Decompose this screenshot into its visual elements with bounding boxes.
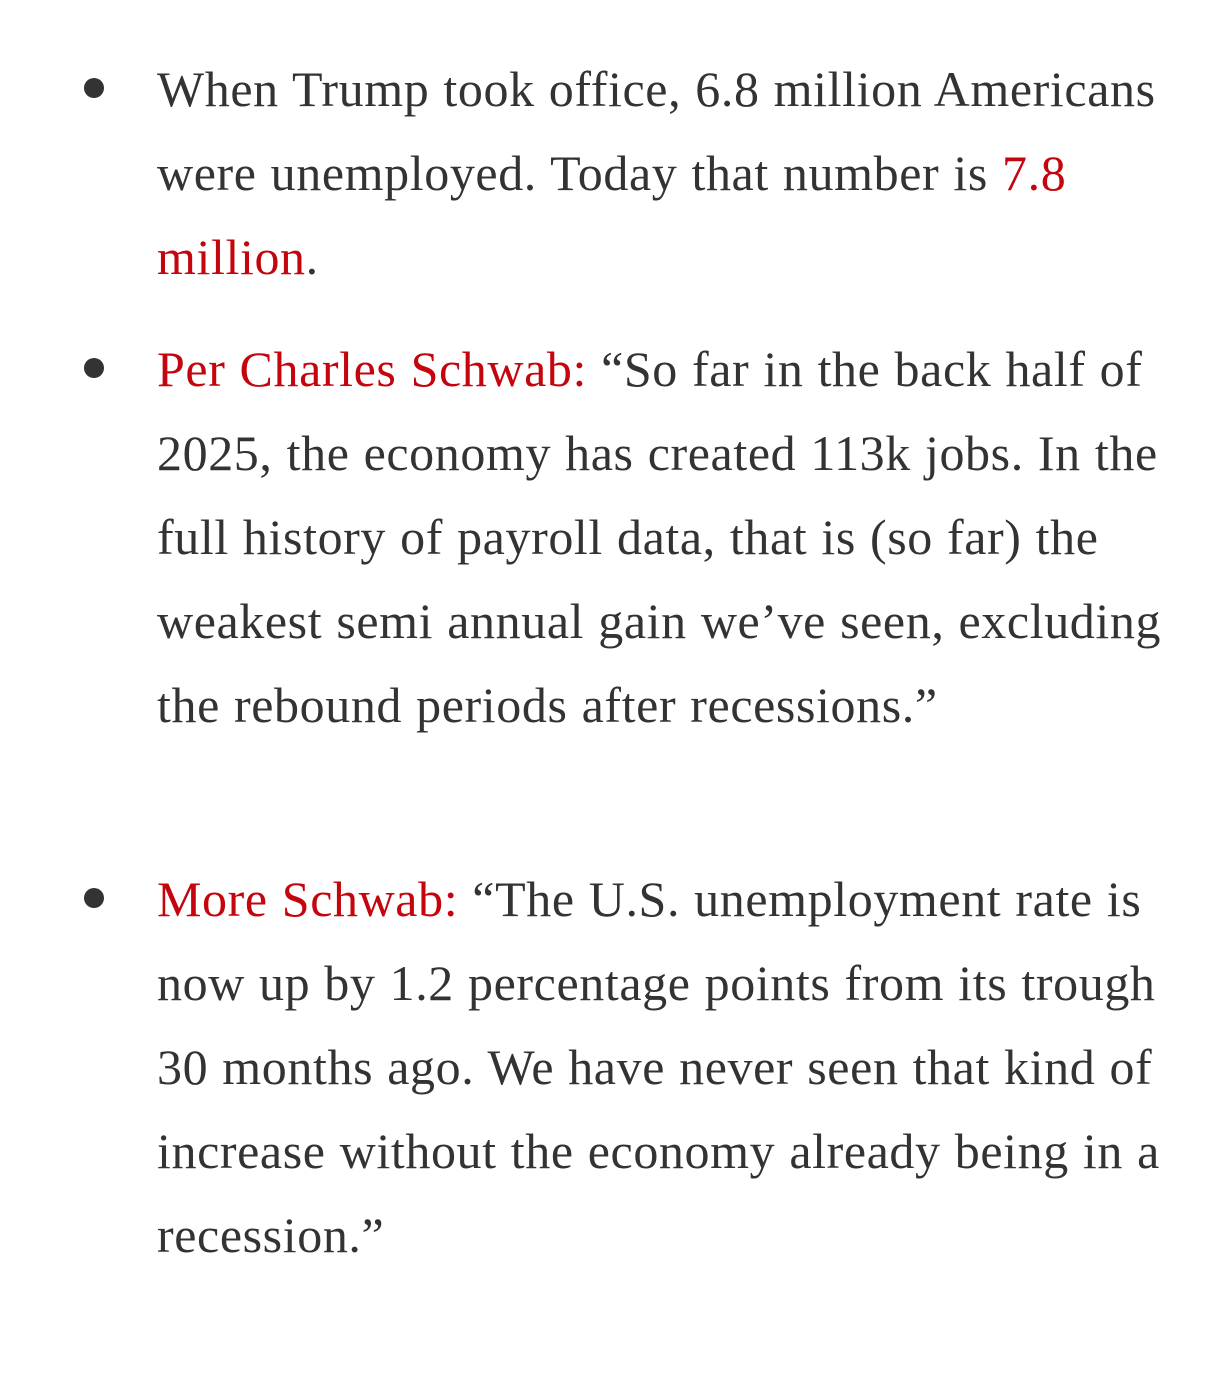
- bullet-text-after: “So far in the back half of 2025, the economy has created 113k jobs. In the full history of payroll data, that is (so far) the weakest semi annual gain we’ve seen, excluding the rebound periods after recessions.”: [157, 341, 1162, 733]
- charles-schwab-link[interactable]: Per Charles Schwab:: [157, 341, 587, 397]
- bullet-text-after: “The U.S. unemployment rate is now up by 1.2 percentage points from its trough 30 months ago. We have never seen that kind of increase without the economy already being in a recession.”: [157, 871, 1160, 1263]
- bullet-icon: [84, 888, 104, 908]
- bullet-text: [157, 327, 1167, 747]
- bullet-icon: [84, 358, 104, 378]
- bullet-text: [157, 47, 1167, 299]
- bullet-text-after: .: [305, 229, 319, 285]
- more-schwab-link[interactable]: More Schwab:: [157, 871, 459, 927]
- unemployed-count-link[interactable]: 7.8 million: [157, 145, 1067, 285]
- bullet-text-before: When Trump took office, 6.8 million Americans were unemployed. Today that number is: [157, 61, 1156, 201]
- bullet-text: [157, 857, 1167, 1277]
- bullet-icon: [84, 78, 104, 98]
